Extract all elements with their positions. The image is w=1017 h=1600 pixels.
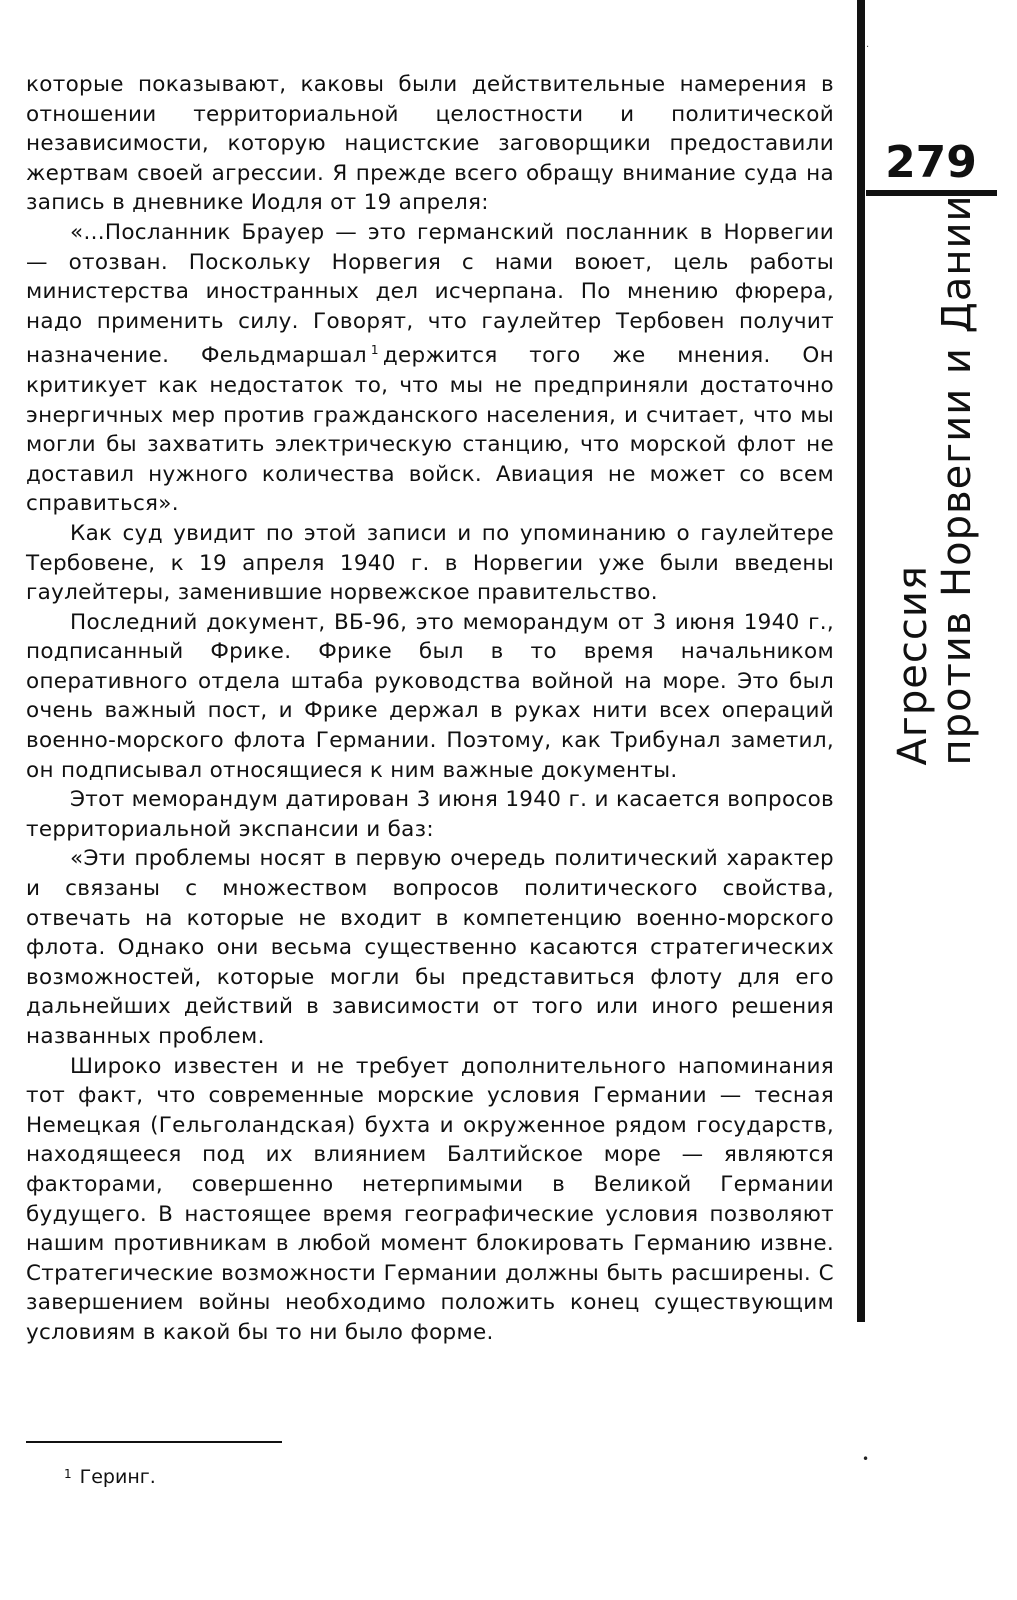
footnote-reference: 1: [370, 343, 379, 358]
page-number: 279: [885, 137, 977, 188]
footnote-text: Геринг.: [79, 1466, 156, 1488]
footnote-separator: [26, 1441, 282, 1443]
paragraph-6-quote: «Эти проблемы носят в первую очередь политический характер и связаны с множеством вопросов политического свойства, отвечать на которые не входит в компетенцию военно-морского флота. Однако они весьма существенно касаются стратегических возможностей, которые могли бы представиться флоту для его дальнейших действий в зависимости от того или иного решения названных проблем.: [26, 846, 834, 1049]
scan-speck: •: [862, 1452, 870, 1466]
footnote-marker: 1: [64, 1467, 72, 1481]
paragraph-2-quote: [26, 218, 834, 519]
main-text-column: [26, 70, 834, 1348]
paragraph-2-part-1: «...Посланник Брауер — это германский посланник в Норвегии — отозван. Поскольку Норвегия с нами воюет, цель работы министерства иностранных дел исчерпана. По мнению фюрера, надо применить силу. Говорят, что гаулейтер Тербовен получит назначение. Фельдмаршал: [26, 219, 834, 369]
vertical-margin-rule: [857, 0, 865, 1322]
scan-speck: ·: [866, 42, 870, 53]
paragraph-7: Широко известен и не требует дополнительного напоминания тот факт, что современные морские условия Германии — тесная Немецкая (Гельголандская) бухта и окруженное рядом государств, находящееся под их влиянием Балтийское море — являются факторами, совершенно нетерпимыми в Великой Германии будущего. В настоящее время географические условия позволяют нашим противникам в любой момент блокировать Германию извне. Стратегические возможности Германии должны быть расширены. С завершением войны необходимо положить конец существующим условиям в какой бы то ни было форме.: [26, 1053, 834, 1345]
footnote: [64, 1462, 156, 1489]
paragraph-4: Последний документ, ВБ-96, это меморандум от 3 июня 1940 г., подписанный Фрике. Фрике был в то время начальником оперативного отдела штаба руководства войной на море. Это был очень важный пост, и Фрике держал в руках нити всех операций военно-морского флота Германии. Поэтому, как Трибунал заметил, он подписывал относящиеся к ним важные документы.: [26, 609, 834, 783]
running-title: [891, 194, 979, 765]
paragraph-3: Как суд увидит по этой записи и по упоминанию о гаулейтере Тербовене, к 19 апреля 1940 г. в Норвегии уже были введены гаулейтеры, заменившие норвежское правительство.: [26, 520, 834, 606]
paragraph-1: которые показывают, каковы были действительные намерения в отношении территориальной целостности и политической независимости, которую нацистские заговорщики предоставили жертвам своей агрессии. Я прежде всего обращу внимание суда на запись в дневнике Иодля от 19 апреля:: [26, 72, 834, 216]
running-title-line-1: Агрессия: [890, 565, 936, 766]
running-title-line-2: против Норвегии и Дании: [934, 194, 980, 766]
paragraph-5: Этот меморандум датирован 3 июня 1940 г. и касается вопросов территориальной экспансии и баз:: [26, 787, 834, 842]
paragraph-2-part-2: держится того же мнения. Он критикует как недостаток то, что мы не предприняли достаточно энергичных мер против гражданского населения, и считает, что мы могли бы захватить электрическую станцию, что морской флот не доставил нужного количества войск. Авиация не может со всем справиться».: [26, 343, 834, 517]
